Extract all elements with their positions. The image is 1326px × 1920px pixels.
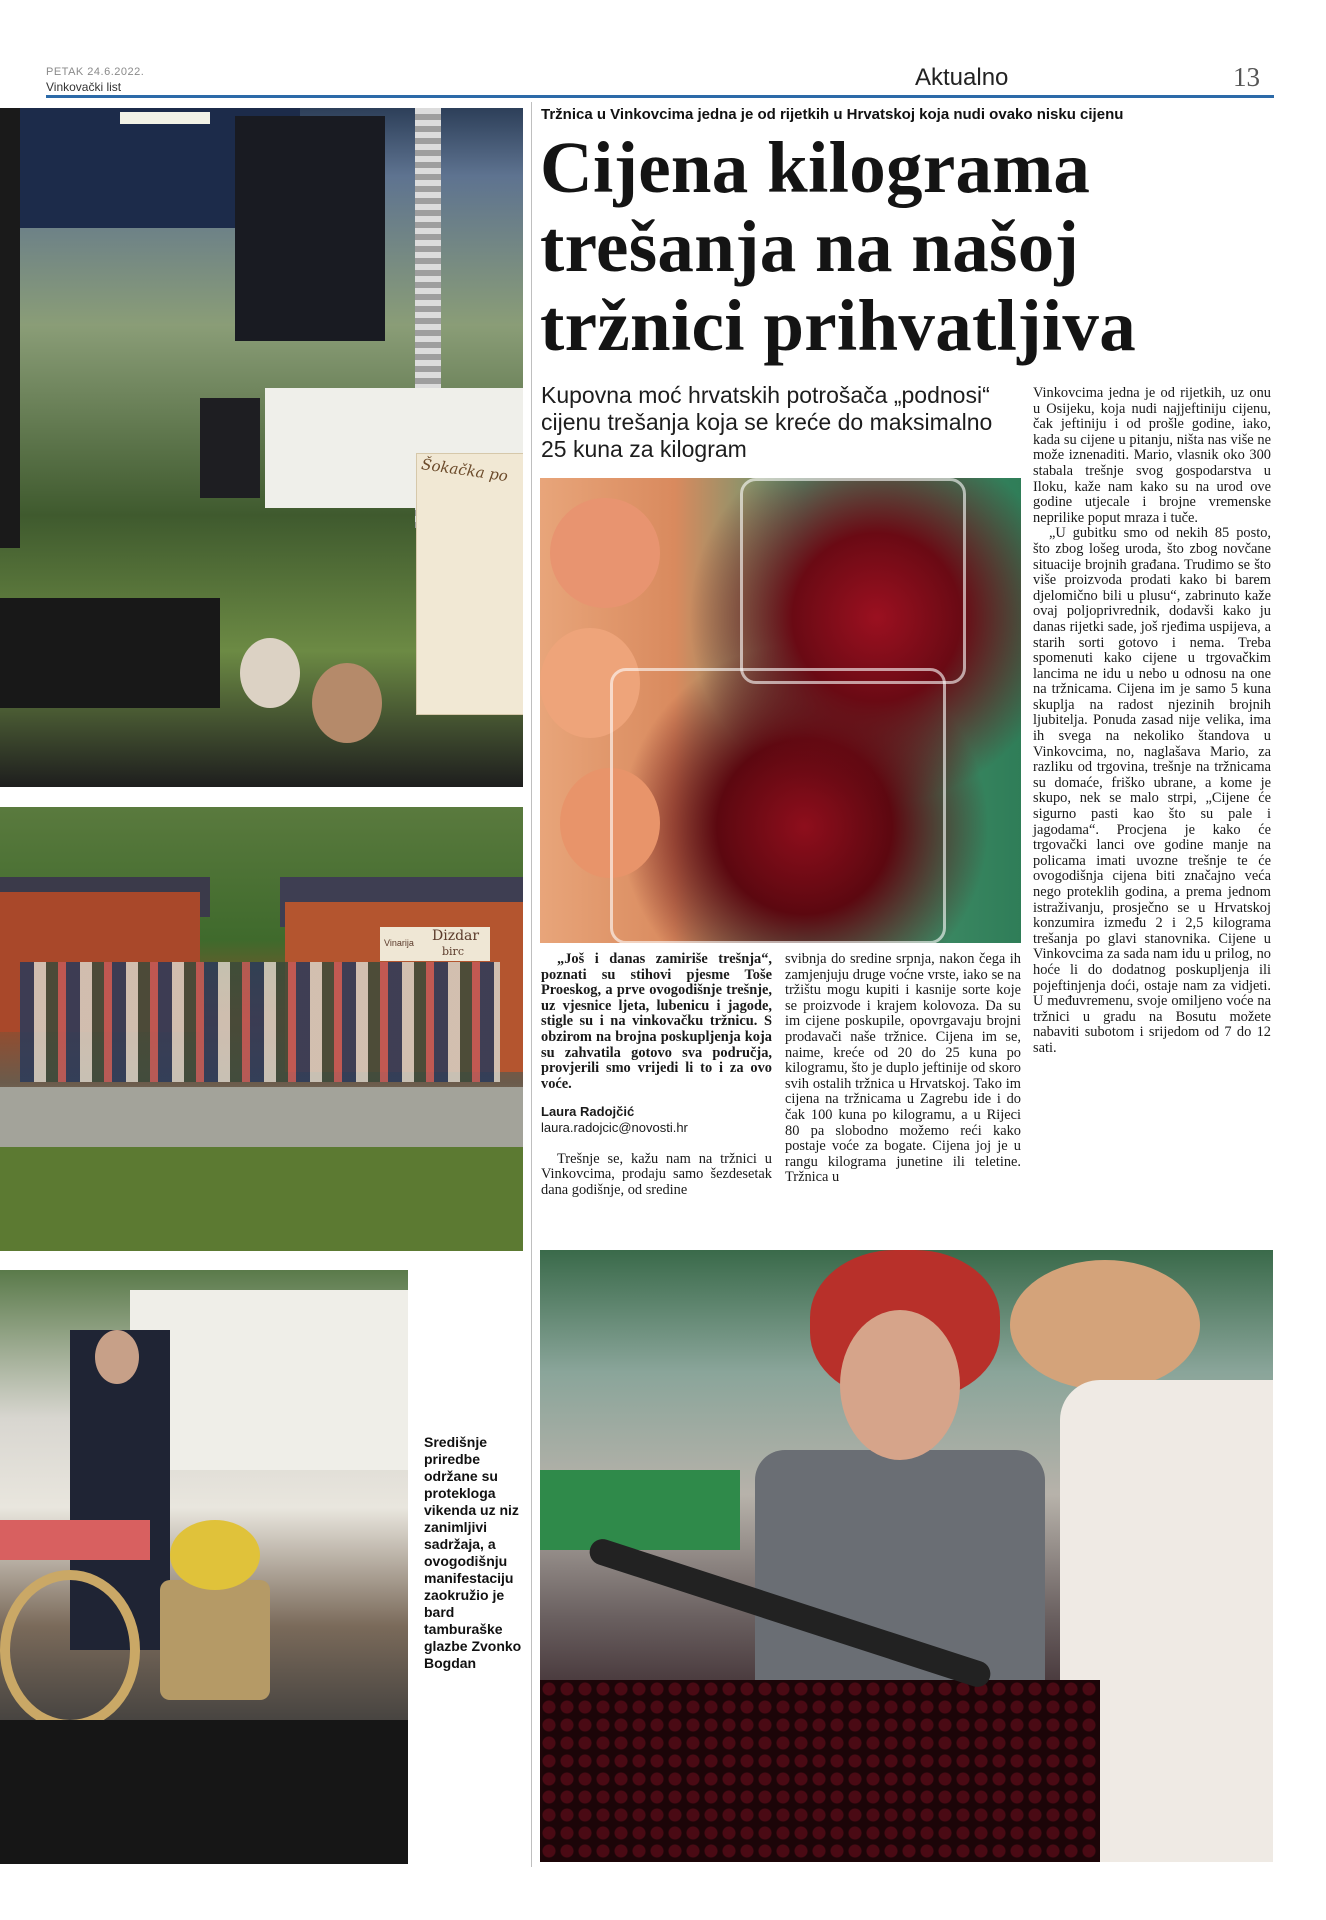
page-number: 13 [1233, 62, 1260, 92]
newspaper-name: Vinkovački list [46, 80, 122, 94]
photo-caption: Središnje priredbe održane su protekloga vikenda uz niz zanimljivi sadržaja, a ovogodišnju manifestaciju zaokružio je bard tamburaške glazbe Zvonko Bogdan [424, 1434, 522, 1671]
lawn [0, 1147, 523, 1251]
article-lead [541, 952, 772, 1092]
stage-truss [0, 108, 20, 548]
customer-hair [1010, 1260, 1200, 1390]
stage-platform [0, 598, 220, 708]
article-headline [540, 128, 1280, 365]
headline-line: trešanja na našoj [540, 206, 1080, 287]
author-name: Laura Radojčić [541, 1104, 635, 1120]
photo-cherries-peaches [540, 478, 1021, 943]
author-email: laura.radojcic@novosti.hr [541, 1119, 688, 1135]
photo-speaker-on-stage [0, 1270, 408, 1864]
sunflowers [170, 1520, 260, 1590]
decorated-table [0, 1520, 150, 1560]
stall-sign-small: Vinarija [384, 938, 414, 948]
speaker [200, 398, 260, 498]
stage-lights [120, 112, 210, 124]
event-banner [416, 453, 523, 715]
stall-sign-sub: birc [442, 945, 464, 958]
paragraph: Trešnje se, kažu nam na tržnici u Vinkovcima, prodaju samo šezdesetak dana godišnje, od sredine [541, 1150, 772, 1198]
section-title: Aktualno [915, 64, 1009, 91]
audience-member [312, 663, 382, 743]
byline [541, 1104, 772, 1135]
cherries-pile [540, 1680, 1100, 1862]
audience-member [240, 638, 300, 708]
stage-platform [0, 1720, 408, 1864]
man-head [95, 1330, 139, 1384]
cherry-tray [740, 478, 966, 684]
cherry-tray [610, 668, 946, 943]
stall-sign [380, 927, 490, 961]
issue-date: PETAK 24.6.2022. [46, 66, 145, 78]
article-column-1 [541, 952, 772, 1198]
paragraph: svibnja do sredine srpnja, nakon čega ih zamjenjuju druge voćne vrste, iako se na tržištu mogu kupiti i kasnije sorte koje se proizvode i krajem kolovoza. Da su im cijene poskupile, opovrgavaju brojni prodavači naše tržnice. Cijena im se, naime, kreće od 20 do 25 kuna po kilogramu, što je duplo jeftinije od skoro svih ostalih tržnica u Hrvatskoj. Tako im cijena na tržnicama u Zagrebu ide i do čak 100 kuna po kilogramu, a u Rijeci 80 pa slobodno možemo reći kako postaje voće za bogate. Cijena joj je u rangu kilograma junetine ili teletine. Tržnica u [785, 951, 1021, 1186]
peach [550, 498, 660, 608]
green-crates [540, 1470, 740, 1550]
stall-sign-name: Dizdar [432, 928, 480, 944]
banner-text: Šokačka po [420, 455, 510, 486]
photo-market-stalls [0, 807, 523, 1251]
headline-line: Cijena kilograma [540, 127, 1091, 208]
speaker-stack [235, 116, 385, 341]
article-column-2 [785, 952, 1021, 1186]
article-column-right [1033, 386, 1271, 1057]
walkway [0, 1087, 523, 1147]
white-tent [130, 1290, 408, 1470]
burlap-sack [160, 1580, 270, 1700]
headline-line: tržnici prihvatljiva [540, 285, 1136, 366]
photo-market-vendor [540, 1250, 1273, 1862]
article-kicker: Tržnica u Vinkovcima jedna je od rijetkih u Hrvatskoj koja nudi ovako nisku cijenu [541, 106, 1124, 123]
vendor-face [840, 1310, 960, 1460]
paragraph: „U gubitku smo od nekih 85 posto, što zbog lošeg uroda, što zbog novčane situacije brojnih građana. Trudimo se što više proizvoda prodati kako bi barem djelomično bili u plusu“, zabrinuto kaže ovaj poljoprivrednik, dodavši kako ju danas rijetki sade, još rjeđima uspijeva, a starih sorti gotovo i nema. Treba spomenuti kako cijene u trgovačkim lancima ne idu u nebo u odnosu na one na tržnicama. Cijena im je samo 5 kuna skuplja na radost njezinih brojnih ljubitelja. Ponuda zasad nije velika, ima ih svega na nekoliko štandova u Vinkovcima, no, naglašava Mario, za razliku od trgovina, trešnje na tržnicama su domaće, friško ubrane, a kome je skupo, nek se malo strpi, „Cijene će sigurno pasti kao što su pale i jagodama“. Procjena je kako će trgovački lanci ove godine manje na policama imati uvozne trešnje te će ovogodišnja cijena biti značajno veća nego proteklih godina, a prema jednom istraživanju, prosječno se u Hrvatskoj konzumira između 2 i 2,5 kilograma trešanja po glavi stanovnika. Cijene u Vinkovcima za sada nam idu u prilog, no hoće li do dodatnog poskupljenja ili pojeftinjenja doći, ostaje nam za vidjeti. U međuvremenu, svoje omiljeno voće na tržnici u gradu na Bosutu možete nabaviti subotom i srijedom od 7 do 12 sati. [1033, 525, 1271, 1056]
column-divider [531, 102, 532, 1867]
lead-paragraph: „Još i danas zamiriše trešnja“, poznati su stihovi pjesme Toše Proeskog, a prve ovogodišnje trešnje, uz vjesnice ljeta, lubenicu i jagode, stigle su i na vinkovačku tržnicu. S obzirom na brojna poskupljenja koja su zahvatila gotovo sva područja, provjerili smo vrijedi li to i za ovo voće. [541, 951, 772, 1092]
header-rule [46, 95, 1274, 98]
paragraph: Vinkovcima jedna je od rijetkih, uz onu u Osijeku, koja nudi najjeftiniju cijenu, čak jeftiniju i od prošle godine, iako, kada su cijene u pitanju, ništa nas više ne može iznenaditi. Mario, vlasnik oko 300 stabala trešnje svog gospodarstva u Iloku, kaže nam kako su na urod ove godine utjecale i brojne vremenske neprilike poput mraza i tuče. [1033, 385, 1271, 526]
wheat-wreath [0, 1570, 140, 1730]
photo-stage-event [0, 108, 523, 787]
article-subheadline: Kupovna moć hrvatskih potrošača „podnosi“ cijenu trešanja koja se kreće do maksimalno 25 kuna za kilogram [541, 382, 993, 462]
crowd [20, 962, 500, 1082]
